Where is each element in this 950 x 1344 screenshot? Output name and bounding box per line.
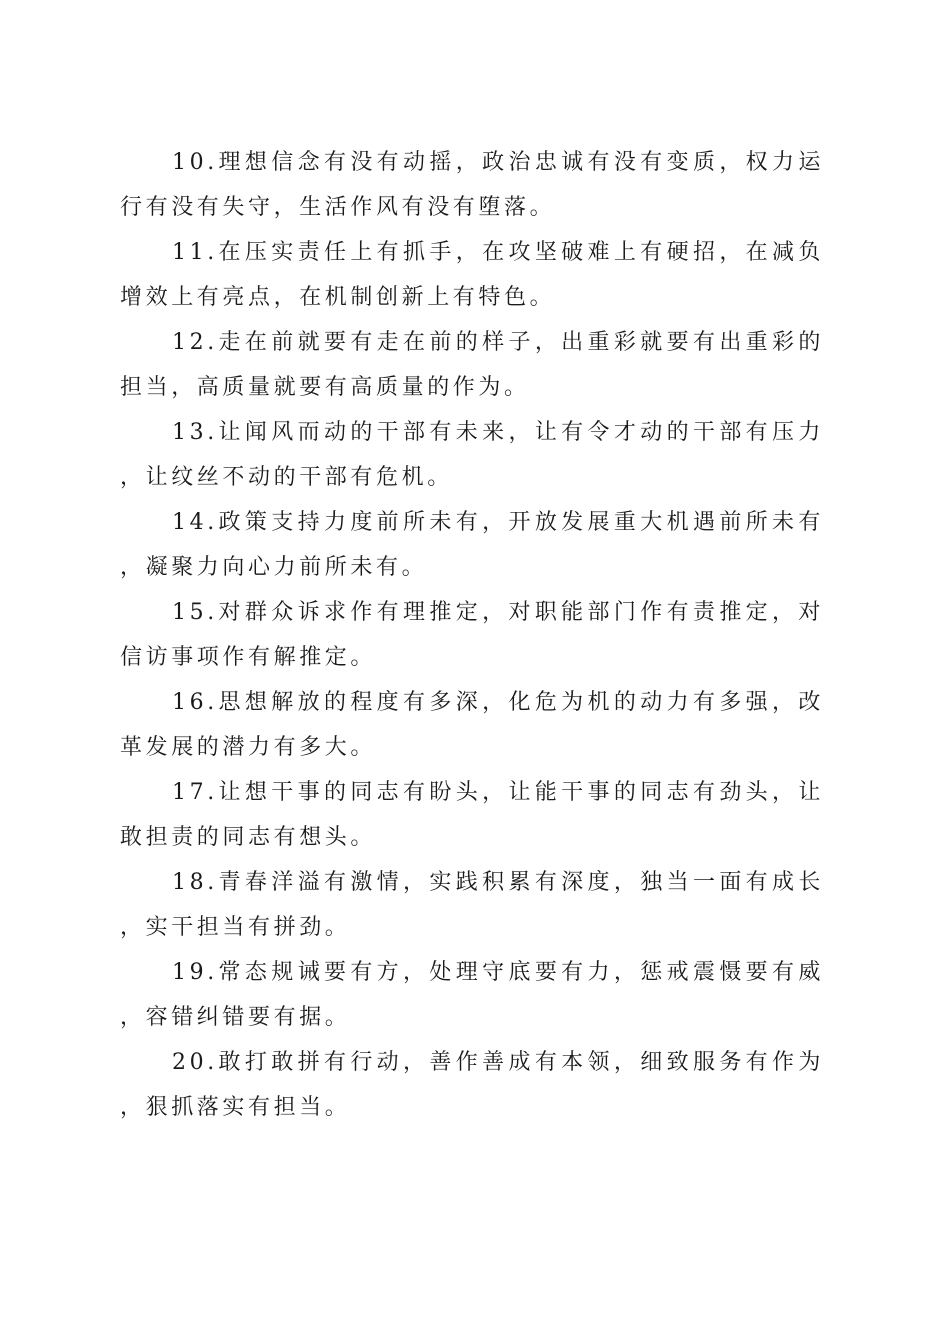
paragraph-12: 12.走在前就要有走在前的样子，出重彩就要有出重彩的担当，高质量就要有高质量的作为。 <box>120 330 824 400</box>
document-body <box>120 140 824 1130</box>
paragraph-14: 14.政策支持力度前所未有，开放发展重大机遇前所未有，凝聚力向心力前所未有。 <box>120 510 824 580</box>
paragraph-20: 20.敢打敢拼有行动，善作善成有本领，细致服务有作为，狠抓落实有担当。 <box>120 1050 824 1120</box>
paragraph-11: 11.在压实责任上有抓手，在攻坚破难上有硬招，在减负增效上有亮点，在机制创新上有特色。 <box>120 240 824 310</box>
paragraph-16: 16.思想解放的程度有多深，化危为机的动力有多强，改革发展的潜力有多大。 <box>120 690 824 760</box>
paragraph-10: 10.理想信念有没有动摇，政治忠诚有没有变质，权力运行有没有失守，生活作风有没有堕落。 <box>120 150 824 220</box>
paragraph-18: 18.青春洋溢有激情，实践积累有深度，独当一面有成长，实干担当有拼劲。 <box>120 870 824 940</box>
paragraph-15: 15.对群众诉求作有理推定，对职能部门作有责推定，对信访事项作有解推定。 <box>120 600 824 670</box>
paragraph-19: 19.常态规诫要有方，处理守底要有力，惩戒震慑要有威，容错纠错要有据。 <box>120 960 824 1030</box>
paragraph-13: 13.让闻风而动的干部有未来，让有令才动的干部有压力，让纹丝不动的干部有危机。 <box>120 420 824 490</box>
paragraph-17: 17.让想干事的同志有盼头，让能干事的同志有劲头，让敢担责的同志有想头。 <box>120 780 824 850</box>
